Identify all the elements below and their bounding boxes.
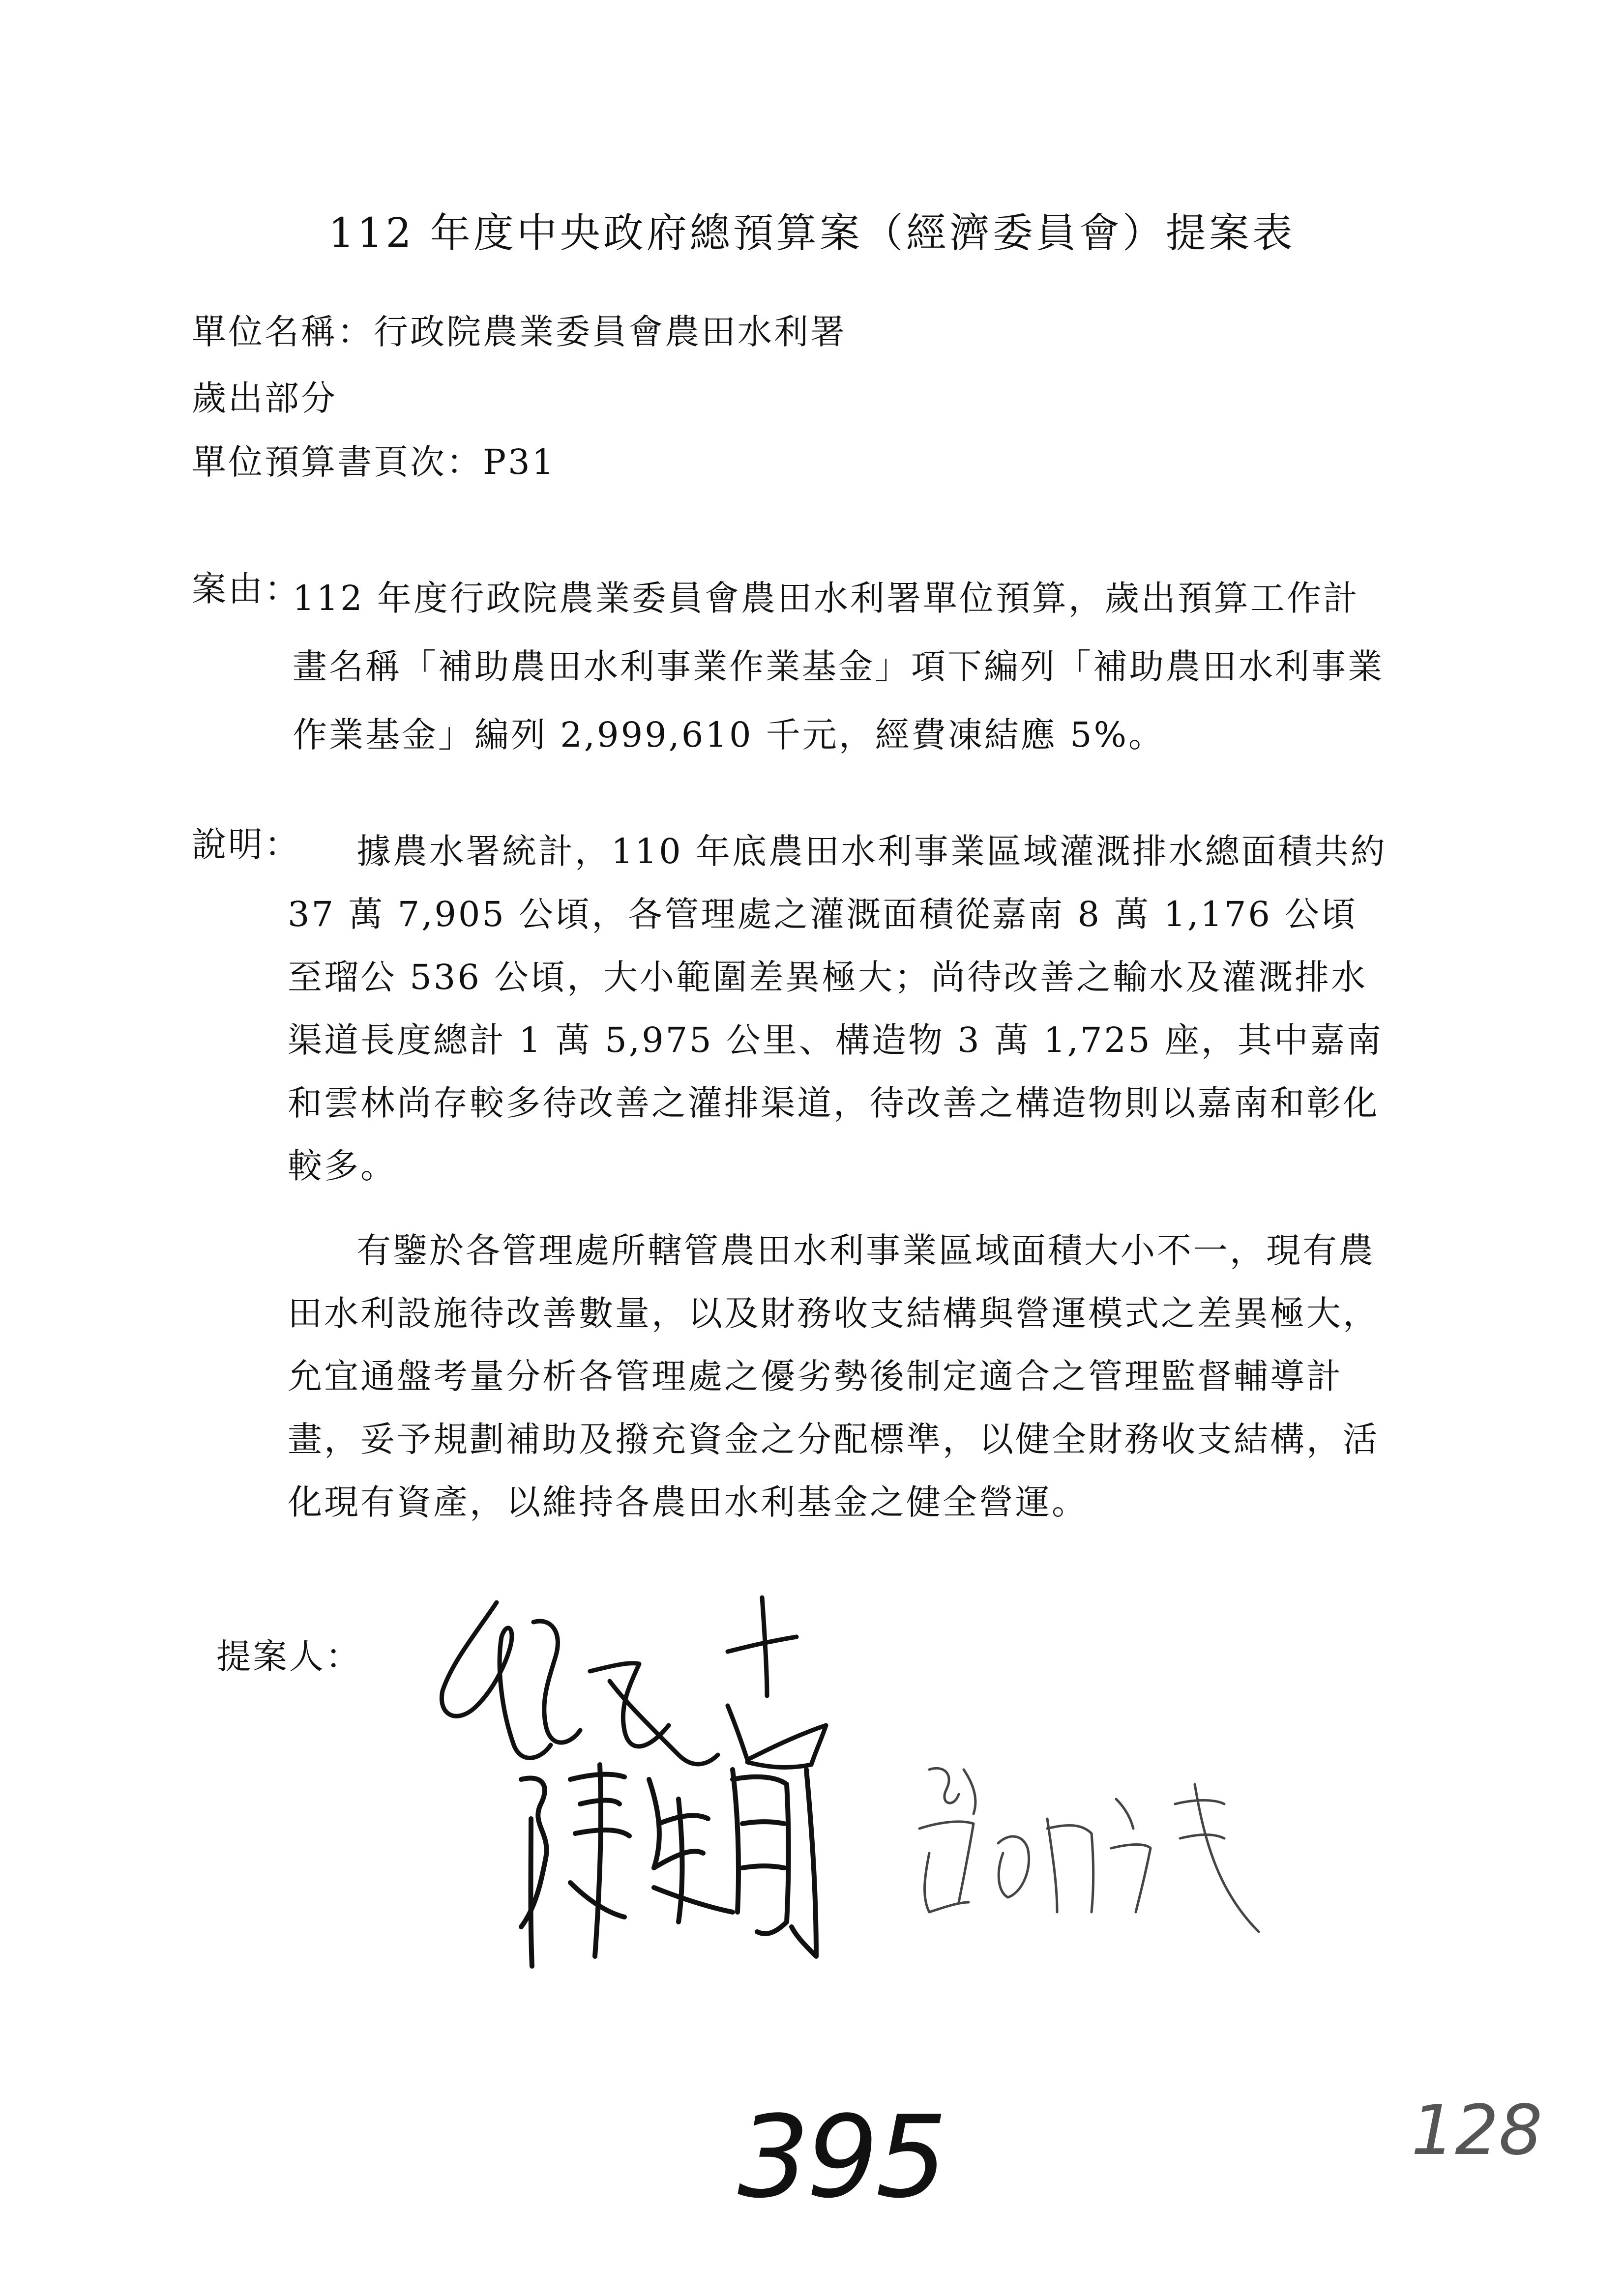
- case-body: [293, 564, 1389, 769]
- case-text: 112 年度行政院農業委員會農田水利署單位預算，歲出預算工作計畫名稱「補助農田水利事業作業基金」項下編列「補助農田水利事業作業基金」編列 2,999,610 千元，經費凍結應 5%。: [293, 578, 1384, 755]
- folio-number: 128: [1411, 2091, 1543, 2171]
- explanation-paragraph-1: 據農水署統計，110 年底農田水利事業區域灌溉排水總面積共約 37 萬 7,905 公頃，各管理處之灌溉面積從嘉南 8 萬 1,176 公頃至瑠公 536 公頃，大小範圍差異極大；尚待改善之輸水及灌溉排水渠道長度總計 1 萬 5,975 公里、構造物 3 萬 1,725 座，其中嘉南和雲林尚存較多待改善之灌排渠道，待改善之構造物則以嘉南和彰化較多。: [288, 831, 1387, 1186]
- unit-name-line: 單位名稱：行政院農業委員會農田水利署: [192, 312, 847, 352]
- budget-pages-line: 單位預算書頁次：P31: [192, 442, 556, 482]
- case-label: 案由：: [192, 569, 301, 609]
- signature-1: [423, 1568, 865, 1779]
- document-title: 112 年度中央政府總預算案（經濟委員會）提案表: [328, 210, 1296, 257]
- section-line: 歲出部分: [192, 378, 337, 418]
- proposer-label: 提案人：: [216, 1636, 362, 1677]
- page-number: 395: [738, 2092, 945, 2223]
- explanation-body: [288, 820, 1389, 1534]
- explanation-paragraph-2: 有鑒於各管理處所轄管農田水利事業區域面積大小不一，現有農田水利設施待改善數量，以及財務收支結構與營運模式之差異極大，允宜通盤考量分析各管理處之優劣勢後制定適合之管理監督輔導計畫，妥予規劃補助及撥充資金之分配標準，以健全財務收支結構，活化現有資產，以維持各農田水利基金之健全營運。: [288, 1230, 1379, 1522]
- explanation-label: 說明：: [192, 824, 301, 865]
- signature-3: [900, 1755, 1273, 1942]
- signature-2: [502, 1750, 846, 1976]
